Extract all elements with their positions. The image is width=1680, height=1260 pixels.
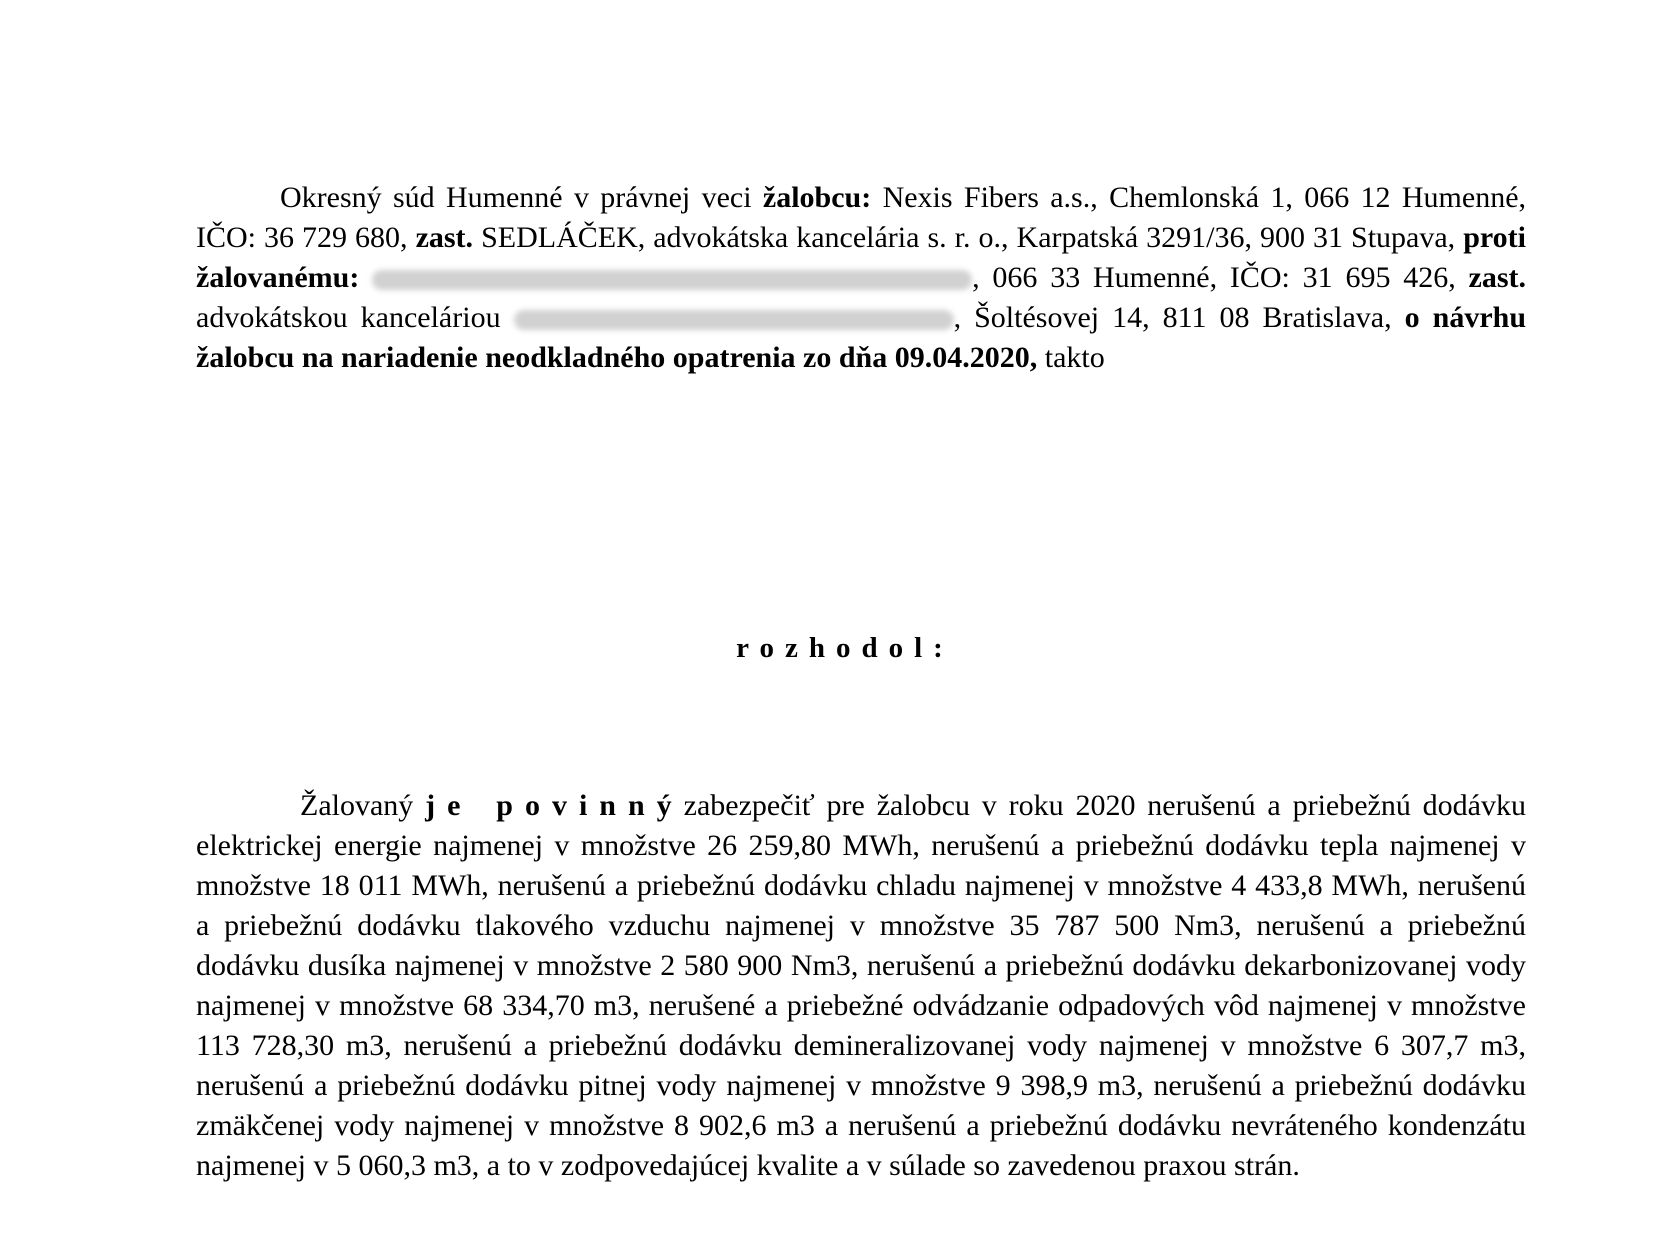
- ruling-text: zabezpečiť pre žalobcu v roku 2020 nerušenú a priebežnú dodávku elektrickej energie najmenej v množstve 26 259,80 MWh, nerušenú a priebežnú dodávku tepla najmenej v množstve 18 011 MWh, nerušenú a priebežnú dodávku chladu najmenej v množstve 4 433,8 MWh, nerušenú a priebežnú dodávku tlakového vzduchu najmenej v množstve 35 787 500 Nm3, nerušenú a priebežnú dodávku dusíka najmenej v množstve 2 580 900 Nm3, nerušenú a priebežnú dodávku dekarbonizovanej vody najmenej v množstve 68 334,70 m3, nerušené a priebežné odvádzanie odpadových vôd najmenej v množstve 113 728,30 m3, nerušenú a priebežnú dodávku demineralizovanej vody najmenej v množstve 6 307,7 m3, nerušenú a priebežnú dodávku pitnej vody najmenej v množstve 9 398,9 m3, nerušenú a priebežnú dodávku zmäkčenej vody najmenej v množstve 8 902,6 m3 a nerušenú a priebežnú dodávku nevráteného kondenzátu najmenej v 5 060,3 m3, a to v zodpovedajúcej kvalite a v súlade so zavedenou praxou strán.: [196, 789, 1526, 1182]
- ruling-obligation: je povinný: [425, 789, 684, 822]
- redacted-defendant-name: [372, 270, 972, 290]
- defendant-rep-text: advokátskou kanceláriou: [196, 301, 501, 334]
- ruling-subject: Žalovaný: [300, 789, 414, 822]
- plaintiff-text: Nexis Fibers a.s., Chemlonská 1, 066 12 Humenné, IČO: 36 729 680,: [196, 181, 1527, 254]
- motion-text: o návrhu žalobcu na nariadenie neodkladného opatrenia zo dňa 09.04.2020,: [196, 301, 1527, 374]
- court-text: Okresný súd Humenné v právnej veci: [280, 181, 752, 214]
- redacted-law-firm-name: [514, 310, 954, 330]
- defendant-rep-label: zast.: [1468, 261, 1527, 294]
- intro-tail: takto: [1037, 341, 1105, 374]
- plaintiff-rep-text: SEDLÁČEK, advokátska kancelária s. r. o., Karpatská 3291/36, 900 31 Stupava,: [481, 221, 1456, 254]
- defendant-label: proti žalovanému:: [196, 221, 1526, 294]
- plaintiff-label: žalobcu:: [762, 181, 872, 214]
- intro-paragraph: [196, 178, 1526, 378]
- defendant-address: , 066 33 Humenné, IČO: 31 695 426,: [972, 261, 1456, 294]
- decision-heading: rozhodol:: [736, 632, 954, 664]
- defendant-rep-address: , Šoltésovej 14, 811 08 Bratislava,: [953, 301, 1392, 334]
- ruling-paragraph: [196, 786, 1526, 1186]
- plaintiff-rep-label: zast.: [415, 221, 474, 254]
